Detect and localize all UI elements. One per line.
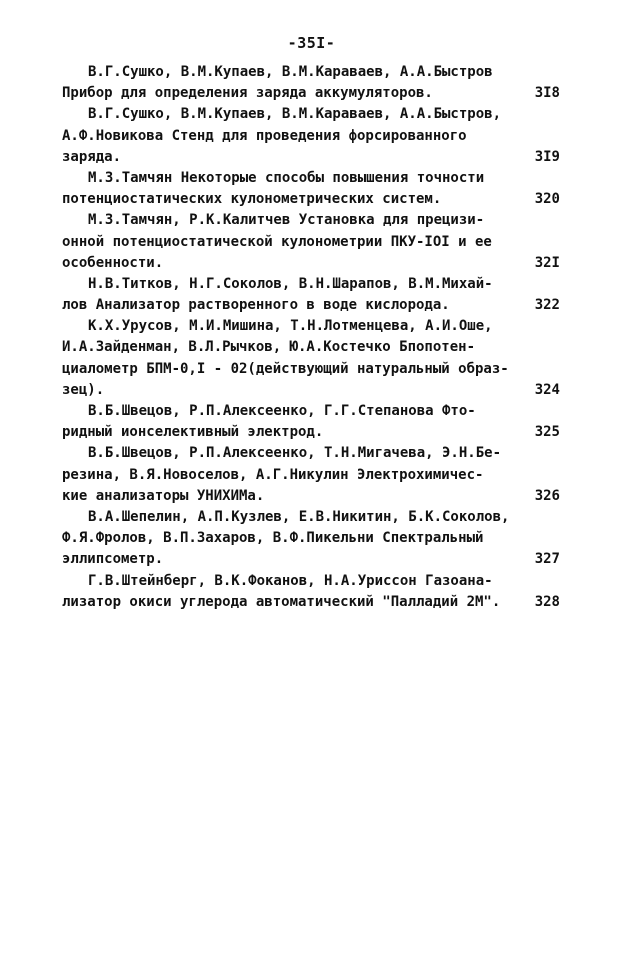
page-number: -35I-	[287, 34, 336, 52]
entry-text: В.Г.Сушко, В.М.Купаев, В.М.Караваев, А.А.Быстров	[88, 64, 493, 80]
entry-text: циалометр БПМ-0,I - 02(действующий натуральный образ-	[62, 360, 509, 377]
entry-text: особенности.	[62, 254, 164, 271]
entry-text: К.Х.Урусов, М.И.Мишина, Т.Н.Лотменцева, А.И.Оше,	[88, 318, 493, 335]
entry-text: В.Г.Сушко, В.М.Купаев, В.М.Караваев, А.А.Быстров,	[88, 106, 502, 123]
toc-entry	[62, 401, 560, 443]
entry-text: В.Б.Швецов, Р.П.Алексеенко, Г.Г.Степанова Фто-	[88, 403, 476, 419]
toc-entry	[62, 507, 560, 571]
entry-first-line	[62, 62, 560, 83]
entry-line	[62, 549, 560, 570]
entry-line	[62, 295, 560, 316]
entry-first-line	[62, 168, 560, 189]
entry-line	[62, 83, 560, 104]
toc-entry	[62, 62, 560, 104]
entry-line	[62, 147, 560, 168]
entry-text: В.А.Шепелин, А.П.Кузлев, Е.В.Никитин, Б.К.Соколов,	[88, 508, 510, 525]
entry-first-line	[62, 401, 560, 422]
entry-line	[62, 126, 560, 147]
entry-text: эллипсометр.	[62, 551, 164, 568]
entry-page-number: 328	[534, 593, 560, 610]
entry-page-number: 325	[534, 424, 560, 441]
entry-text: онной потенциостатической кулонометрии ПКУ-IOI и ее	[62, 233, 492, 250]
toc-entry	[62, 168, 560, 210]
entry-line	[62, 337, 560, 358]
entry-text: А.Ф.Новикова Стенд для проведения форсированного	[62, 127, 467, 144]
entry-first-line	[62, 104, 560, 125]
entry-line	[62, 465, 560, 486]
entry-text: зец).	[62, 381, 105, 398]
entry-first-line	[62, 316, 560, 337]
entry-text: ридный ионселективный электрод.	[62, 424, 324, 441]
entry-line	[62, 380, 560, 401]
entry-text: кие анализаторы УНИХИМа.	[62, 487, 265, 504]
entry-text: В.Б.Швецов, Р.П.Алексеенко, Т.Н.Мигачева, Э.Н.Бе-	[88, 445, 502, 462]
entry-text: заряда.	[62, 148, 122, 165]
toc-entry	[62, 571, 560, 613]
entry-first-line	[62, 274, 560, 295]
entry-page-number: 326	[534, 487, 560, 504]
entry-page-number: 320	[534, 191, 560, 208]
entry-text: лов Анализатор растворенного в воде кислорода.	[62, 297, 450, 314]
entry-page-number: 327	[534, 551, 560, 568]
entry-first-line	[62, 507, 560, 528]
entry-text: М.З.Тамчян, Р.К.Калитчев Установка для прецизи-	[88, 212, 485, 229]
entry-text: лизатор окиси углерода автоматический "Палладий 2М".	[62, 593, 501, 610]
entry-text: Г.В.Штейнберг, В.К.Фоканов, Н.А.Уриссон Газоана-	[88, 572, 493, 589]
entry-line	[62, 422, 560, 443]
toc-entry	[62, 104, 560, 168]
entry-text: И.А.Зайденман, В.Л.Рычков, Ю.А.Костечко Бпопотен-	[62, 339, 476, 356]
entry-first-line	[62, 571, 560, 592]
entry-text: Ф.Я.Фролов, В.П.Захаров, В.Ф.Пикельни Спектральный	[62, 530, 484, 547]
entry-line	[62, 189, 560, 210]
entry-text: Прибор для определения заряда аккумуляторов.	[62, 85, 433, 102]
entry-line	[62, 528, 560, 549]
entry-line	[62, 486, 560, 507]
entry-line	[62, 253, 560, 274]
entry-line	[62, 232, 560, 253]
entry-text: М.З.Тамчян Некоторые способы повышения точности	[88, 169, 485, 186]
entry-page-number: 3I8	[534, 85, 560, 102]
table-of-contents	[62, 62, 560, 613]
entry-text: Н.В.Титков, Н.Г.Соколов, В.Н.Шарапов, В.М.Михай-	[88, 275, 493, 292]
toc-entry	[62, 210, 560, 274]
entry-text: резина, В.Я.Новоселов, А.Г.Никулин Электрохимичес-	[62, 466, 484, 483]
entry-page-number: 32I	[534, 254, 560, 271]
entry-page-number: 322	[534, 297, 560, 314]
toc-entry	[62, 316, 560, 401]
entry-page-number: 324	[534, 381, 560, 398]
entry-first-line	[62, 443, 560, 464]
entry-first-line	[62, 210, 560, 231]
toc-entry	[62, 274, 560, 316]
entry-text: потенциостатических кулонометрических систем.	[62, 191, 442, 208]
entry-line	[62, 359, 560, 380]
entry-page-number: 3I9	[534, 148, 560, 165]
toc-entry	[62, 443, 560, 507]
entry-line	[62, 592, 560, 613]
